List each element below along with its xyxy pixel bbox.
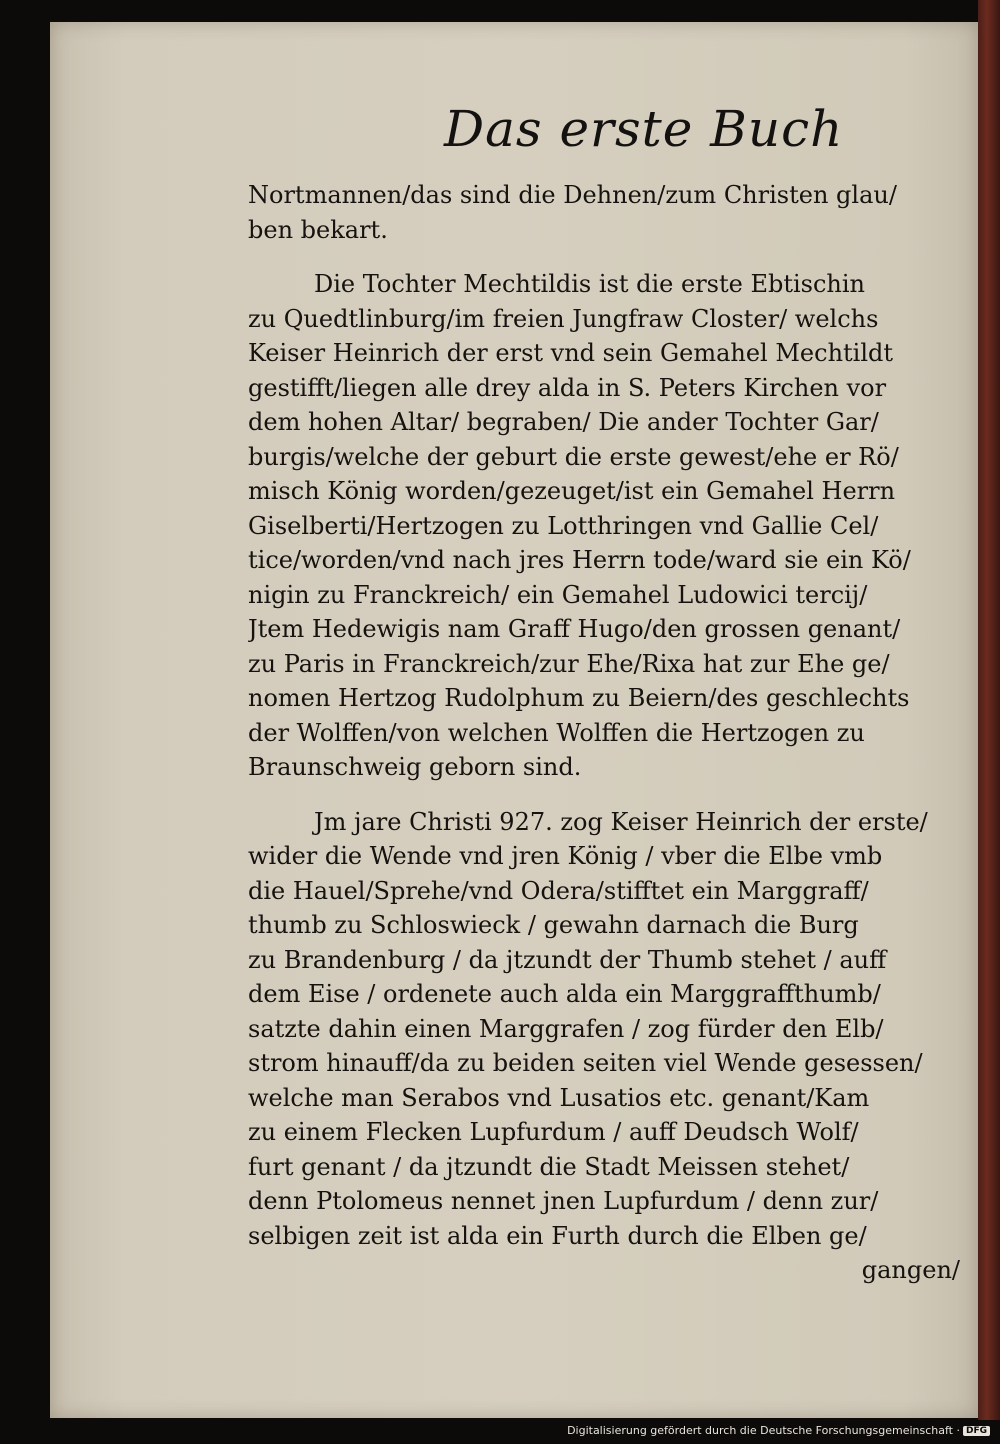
text-line: Giselberti/Hertzogen zu Lotthringen vnd Gallie Cel/ [248, 511, 879, 540]
text-line: welche man Serabos vnd Lusatios etc. genant/Kam [248, 1083, 870, 1112]
text-line: die Hauel/Sprehe/vnd Odera/stifftet ein Marggraff/ [248, 876, 869, 905]
text-line: Keiser Heinrich der erst vnd sein Gemahel Mechtildt [248, 339, 894, 367]
text-line: thumb zu Schloswieck / gewahn darnach die Burg [248, 911, 859, 939]
text-line: denn Ptolomeus nennet jnen Lupfurdum / denn zur/ [248, 1187, 879, 1215]
text-line: zu Quedtlinburg/im freien Jungfraw Closter/ welchs [248, 304, 879, 333]
text-line: Jm jare Christi 927. zog Keiser Heinrich der erste/ [314, 807, 928, 836]
catchword: gangen/ [861, 1256, 960, 1284]
text-line: burgis/welche der geburt die erste gewest/ehe er Rö/ [248, 442, 899, 471]
text-line: zu einem Flecken Lupfurdum / auff Deudsch Wolf/ [248, 1118, 859, 1146]
text-line: Die Tochter Mechtildis ist die erste Ebtischin [314, 270, 866, 298]
text-line: gestifft/liegen alle drey alda in S. Peters Kirchen vor [248, 373, 887, 402]
text-line: nomen Hertzog Rudolphum zu Beiern/des geschlechts [248, 684, 910, 712]
text-line: Jtem Hedewigis nam Graff Hugo/den grossen genant/ [248, 615, 901, 643]
text-line: Braunschweig geborn sind. [248, 753, 582, 781]
text-line: dem Eise / ordenete auch alda ein Marggraffthumb/ [248, 980, 881, 1008]
text-line: zu Paris in Franckreich/zur Ehe/Rixa hat zur Ehe ge/ [248, 649, 890, 678]
text-line: zu Brandenburg / da jtzundt der Thumb stehet / auff [248, 945, 887, 974]
text-line: Nortmannen/das sind die Dehnen/zum Christen glau/ [248, 181, 897, 209]
text-line: dem hohen Altar/ begraben/ Die ander Tochter Gar/ [248, 408, 879, 436]
text-line: strom hinauff/da zu beiden seiten viel Wende gesessen/ [248, 1049, 923, 1077]
body-text [248, 178, 960, 1288]
credit-text: Digitalisierung gefördert durch die Deutsche Forschungsgemeinschaft · [567, 1424, 960, 1437]
text-line: der Wolffen/von welchen Wolffen die Hertzogen zu [248, 718, 865, 747]
dfg-logo: DFG [963, 1426, 990, 1436]
running-head: Das erste Buch [444, 100, 844, 158]
text-line: misch König worden/gezeuget/ist ein Gemahel Herrn [248, 477, 896, 505]
digitization-credit [0, 1424, 990, 1437]
book-spine [978, 0, 1000, 1420]
text-line: selbigen zeit ist alda ein Furth durch die Elben ge/ [248, 1221, 867, 1250]
text-line: satzte dahin einen Marggrafen / zog fürder den Elb/ [248, 1014, 884, 1043]
text-line: wider die Wende vnd jren König / vber die Elbe vmb [248, 842, 883, 870]
text-line: nigin zu Franckreich/ ein Gemahel Ludowici tercij/ [248, 580, 868, 609]
text-line: furt genant / da jtzundt die Stadt Meissen stehet/ [248, 1152, 850, 1181]
text-line: tice/worden/vnd nach jres Herrn tode/ward sie ein Kö/ [248, 546, 911, 574]
text-line: ben bekart. [248, 215, 388, 244]
